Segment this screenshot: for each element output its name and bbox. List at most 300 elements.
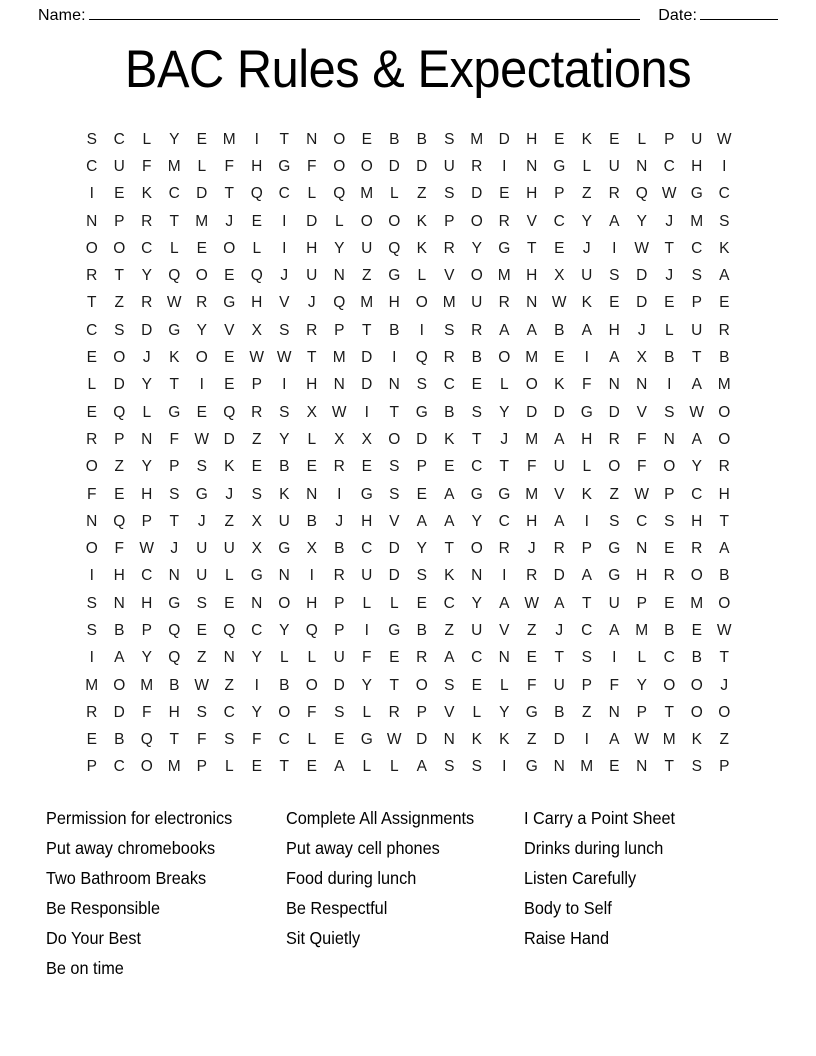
- grid-cell[interactable]: D: [471, 185, 483, 203]
- grid-cell[interactable]: B: [279, 676, 290, 694]
- grid-cell[interactable]: N: [306, 130, 318, 148]
- grid-cell[interactable]: K: [444, 430, 455, 448]
- grid-cell[interactable]: F: [307, 703, 317, 721]
- grid-cell[interactable]: O: [690, 676, 703, 694]
- grid-cell[interactable]: N: [168, 567, 180, 585]
- grid-cell[interactable]: F: [527, 458, 537, 476]
- grid-cell[interactable]: B: [389, 321, 400, 339]
- grid-cell[interactable]: G: [168, 321, 181, 339]
- grid-cell[interactable]: Y: [141, 649, 152, 667]
- grid-cell[interactable]: U: [581, 267, 593, 285]
- grid-cell[interactable]: O: [498, 349, 511, 367]
- grid-cell[interactable]: O: [85, 239, 98, 257]
- grid-cell[interactable]: B: [719, 567, 730, 585]
- grid-cell[interactable]: Z: [224, 512, 234, 530]
- grid-cell[interactable]: R: [443, 349, 455, 367]
- grid-cell[interactable]: D: [416, 430, 428, 448]
- grid-cell[interactable]: G: [690, 185, 703, 203]
- word-list-item[interactable]: Permission for electronics: [46, 807, 233, 828]
- grid-cell[interactable]: R: [691, 540, 703, 558]
- grid-cell[interactable]: I: [254, 676, 259, 694]
- grid-cell[interactable]: Y: [636, 676, 647, 694]
- grid-cell[interactable]: Z: [114, 294, 124, 312]
- grid-cell[interactable]: P: [114, 430, 125, 448]
- grid-cell[interactable]: F: [142, 703, 152, 721]
- grid-cell[interactable]: B: [334, 540, 345, 558]
- grid-cell[interactable]: N: [498, 649, 510, 667]
- grid-cell[interactable]: R: [471, 321, 483, 339]
- grid-cell[interactable]: R: [251, 403, 263, 421]
- grid-cell[interactable]: I: [419, 321, 424, 339]
- grid-cell[interactable]: L: [142, 403, 152, 421]
- grid-cell[interactable]: L: [252, 239, 262, 257]
- grid-cell[interactable]: B: [664, 349, 675, 367]
- grid-cell[interactable]: A: [526, 321, 537, 339]
- grid-cell[interactable]: R: [86, 267, 98, 285]
- grid-cell[interactable]: I: [392, 349, 397, 367]
- grid-cell[interactable]: C: [553, 212, 565, 230]
- grid-cell[interactable]: O: [388, 430, 401, 448]
- grid-cell[interactable]: E: [389, 649, 400, 667]
- grid-cell[interactable]: T: [499, 458, 509, 476]
- grid-cell[interactable]: D: [498, 130, 510, 148]
- grid-cell[interactable]: C: [278, 185, 290, 203]
- grid-cell[interactable]: P: [141, 621, 152, 639]
- grid-cell[interactable]: E: [719, 294, 730, 312]
- grid-cell[interactable]: D: [361, 376, 373, 394]
- grid-cell[interactable]: W: [194, 430, 210, 448]
- grid-cell[interactable]: T: [169, 512, 179, 530]
- grid-cell[interactable]: T: [87, 294, 97, 312]
- grid-cell[interactable]: D: [333, 676, 345, 694]
- grid-cell[interactable]: N: [86, 212, 98, 230]
- grid-cell[interactable]: P: [416, 458, 427, 476]
- grid-cell[interactable]: Z: [527, 731, 537, 749]
- grid-cell[interactable]: P: [114, 212, 125, 230]
- grid-cell[interactable]: O: [388, 212, 401, 230]
- grid-cell[interactable]: I: [612, 649, 617, 667]
- grid-cell[interactable]: V: [224, 321, 235, 339]
- grid-cell[interactable]: C: [471, 458, 483, 476]
- grid-cell[interactable]: T: [114, 267, 124, 285]
- grid-cell[interactable]: Y: [691, 458, 702, 476]
- grid-cell[interactable]: W: [194, 676, 210, 694]
- grid-cell[interactable]: R: [196, 294, 208, 312]
- grid-cell[interactable]: T: [389, 676, 399, 694]
- grid-cell[interactable]: E: [86, 731, 97, 749]
- grid-cell[interactable]: C: [691, 239, 703, 257]
- grid-cell[interactable]: I: [364, 621, 369, 639]
- grid-cell[interactable]: Y: [416, 540, 427, 558]
- grid-cell[interactable]: D: [113, 376, 125, 394]
- grid-cell[interactable]: C: [663, 649, 675, 667]
- grid-cell[interactable]: E: [554, 349, 565, 367]
- grid-cell[interactable]: I: [89, 185, 94, 203]
- grid-cell[interactable]: F: [197, 731, 207, 749]
- grid-cell[interactable]: L: [142, 130, 152, 148]
- grid-cell[interactable]: I: [722, 157, 727, 175]
- grid-cell[interactable]: D: [636, 294, 648, 312]
- grid-cell[interactable]: E: [664, 294, 675, 312]
- grid-cell[interactable]: E: [251, 758, 262, 776]
- grid-cell[interactable]: O: [113, 676, 126, 694]
- grid-cell[interactable]: K: [499, 731, 510, 749]
- grid-cell[interactable]: E: [306, 758, 317, 776]
- grid-cell[interactable]: T: [692, 349, 702, 367]
- grid-cell[interactable]: P: [691, 294, 702, 312]
- grid-cell[interactable]: P: [581, 676, 592, 694]
- grid-cell[interactable]: N: [388, 376, 400, 394]
- word-list-item[interactable]: Two Bathroom Breaks: [46, 867, 207, 888]
- grid-cell[interactable]: O: [195, 267, 208, 285]
- grid-cell[interactable]: E: [334, 731, 345, 749]
- grid-cell[interactable]: H: [361, 512, 373, 530]
- grid-cell[interactable]: Q: [140, 731, 153, 749]
- grid-cell[interactable]: V: [444, 703, 455, 721]
- grid-cell[interactable]: K: [444, 567, 455, 585]
- grid-cell[interactable]: E: [609, 758, 620, 776]
- grid-cell[interactable]: Z: [224, 676, 234, 694]
- grid-cell[interactable]: J: [500, 430, 509, 448]
- grid-cell[interactable]: W: [249, 349, 265, 367]
- grid-cell[interactable]: R: [526, 567, 538, 585]
- grid-cell[interactable]: F: [224, 157, 234, 175]
- grid-cell[interactable]: D: [306, 212, 318, 230]
- grid-cell[interactable]: N: [553, 758, 565, 776]
- grid-cell[interactable]: E: [86, 349, 97, 367]
- grid-cell[interactable]: M: [662, 731, 676, 749]
- grid-cell[interactable]: Y: [141, 267, 152, 285]
- grid-cell[interactable]: H: [251, 294, 263, 312]
- grid-cell[interactable]: G: [360, 485, 373, 503]
- grid-cell[interactable]: B: [114, 731, 125, 749]
- grid-cell[interactable]: C: [223, 703, 235, 721]
- grid-cell[interactable]: B: [554, 321, 565, 339]
- grid-cell[interactable]: L: [279, 649, 289, 667]
- grid-cell[interactable]: N: [443, 731, 455, 749]
- grid-cell[interactable]: N: [306, 485, 318, 503]
- grid-cell[interactable]: I: [309, 567, 314, 585]
- grid-cell[interactable]: E: [499, 185, 510, 203]
- grid-cell[interactable]: Y: [471, 512, 482, 530]
- grid-cell[interactable]: D: [141, 321, 153, 339]
- word-list-item[interactable]: Food during lunch: [286, 867, 417, 888]
- grid-cell[interactable]: G: [195, 485, 208, 503]
- grid-cell[interactable]: H: [141, 485, 153, 503]
- grid-cell[interactable]: E: [526, 649, 537, 667]
- grid-cell[interactable]: L: [307, 430, 317, 448]
- grid-cell[interactable]: T: [582, 594, 592, 612]
- grid-cell[interactable]: B: [664, 621, 675, 639]
- grid-cell[interactable]: R: [718, 321, 730, 339]
- grid-cell[interactable]: U: [608, 157, 620, 175]
- grid-cell[interactable]: X: [334, 430, 345, 448]
- grid-cell[interactable]: K: [169, 349, 180, 367]
- word-list-item[interactable]: Put away cell phones: [286, 837, 440, 858]
- grid-cell[interactable]: O: [718, 403, 731, 421]
- grid-cell[interactable]: T: [169, 212, 179, 230]
- grid-cell[interactable]: E: [554, 239, 565, 257]
- grid-cell[interactable]: K: [581, 294, 592, 312]
- word-list-item[interactable]: Drinks during lunch: [524, 837, 664, 858]
- grid-cell[interactable]: W: [716, 621, 732, 639]
- grid-cell[interactable]: R: [86, 703, 98, 721]
- name-input-line[interactable]: [89, 5, 641, 20]
- grid-cell[interactable]: K: [554, 376, 565, 394]
- grid-cell[interactable]: W: [661, 185, 677, 203]
- grid-cell[interactable]: H: [608, 321, 620, 339]
- grid-cell[interactable]: S: [389, 485, 400, 503]
- grid-cell[interactable]: V: [499, 621, 510, 639]
- grid-cell[interactable]: S: [196, 458, 207, 476]
- grid-cell[interactable]: X: [306, 403, 317, 421]
- grid-cell[interactable]: E: [664, 594, 675, 612]
- grid-cell[interactable]: V: [636, 403, 647, 421]
- grid-cell[interactable]: G: [278, 540, 291, 558]
- grid-cell[interactable]: C: [141, 239, 153, 257]
- grid-cell[interactable]: P: [581, 540, 592, 558]
- grid-cell[interactable]: A: [416, 512, 427, 530]
- grid-cell[interactable]: X: [361, 430, 372, 448]
- grid-cell[interactable]: S: [691, 758, 702, 776]
- grid-cell[interactable]: W: [524, 594, 540, 612]
- grid-cell[interactable]: S: [444, 676, 455, 694]
- grid-cell[interactable]: M: [717, 376, 731, 394]
- grid-cell[interactable]: Y: [141, 376, 152, 394]
- grid-cell[interactable]: O: [305, 676, 318, 694]
- grid-cell[interactable]: F: [169, 430, 179, 448]
- grid-cell[interactable]: L: [307, 185, 317, 203]
- word-list-item[interactable]: Be Respectful: [286, 897, 388, 918]
- grid-cell[interactable]: K: [719, 239, 730, 257]
- grid-cell[interactable]: Y: [499, 703, 510, 721]
- grid-cell[interactable]: S: [334, 703, 345, 721]
- word-list-item[interactable]: I Carry a Point Sheet: [524, 807, 676, 828]
- grid-cell[interactable]: G: [223, 294, 236, 312]
- grid-cell[interactable]: A: [719, 540, 730, 558]
- grid-cell[interactable]: Y: [471, 239, 482, 257]
- grid-cell[interactable]: H: [526, 267, 538, 285]
- grid-cell[interactable]: P: [554, 185, 565, 203]
- grid-cell[interactable]: P: [664, 485, 675, 503]
- grid-cell[interactable]: C: [581, 621, 593, 639]
- grid-cell[interactable]: O: [360, 157, 373, 175]
- grid-cell[interactable]: Z: [114, 458, 124, 476]
- grid-cell[interactable]: K: [471, 731, 482, 749]
- grid-cell[interactable]: O: [195, 349, 208, 367]
- grid-cell[interactable]: G: [278, 157, 291, 175]
- grid-cell[interactable]: X: [251, 321, 262, 339]
- grid-cell[interactable]: A: [554, 512, 565, 530]
- grid-cell[interactable]: G: [498, 239, 511, 257]
- grid-cell[interactable]: V: [279, 294, 290, 312]
- grid-cell[interactable]: E: [196, 621, 207, 639]
- grid-cell[interactable]: I: [584, 349, 589, 367]
- grid-cell[interactable]: L: [362, 703, 372, 721]
- grid-cell[interactable]: K: [416, 212, 427, 230]
- grid-cell[interactable]: C: [691, 485, 703, 503]
- grid-cell[interactable]: I: [282, 376, 287, 394]
- grid-cell[interactable]: G: [580, 403, 593, 421]
- grid-cell[interactable]: N: [333, 376, 345, 394]
- grid-cell[interactable]: R: [663, 567, 675, 585]
- grid-cell[interactable]: S: [86, 594, 97, 612]
- grid-cell[interactable]: M: [332, 349, 346, 367]
- grid-cell[interactable]: P: [636, 703, 647, 721]
- grid-cell[interactable]: M: [635, 621, 649, 639]
- grid-cell[interactable]: T: [169, 376, 179, 394]
- grid-cell[interactable]: A: [581, 321, 592, 339]
- grid-cell[interactable]: G: [415, 403, 428, 421]
- grid-cell[interactable]: Z: [582, 185, 592, 203]
- grid-cell[interactable]: H: [168, 703, 180, 721]
- grid-cell[interactable]: O: [525, 376, 538, 394]
- grid-cell[interactable]: J: [170, 540, 179, 558]
- grid-cell[interactable]: L: [224, 758, 234, 776]
- grid-cell[interactable]: Q: [223, 621, 236, 639]
- grid-cell[interactable]: L: [582, 157, 592, 175]
- grid-cell[interactable]: C: [498, 512, 510, 530]
- grid-cell[interactable]: D: [388, 540, 400, 558]
- grid-cell[interactable]: F: [252, 731, 262, 749]
- grid-cell[interactable]: I: [89, 567, 94, 585]
- grid-cell[interactable]: A: [691, 376, 702, 394]
- grid-cell[interactable]: A: [554, 594, 565, 612]
- grid-cell[interactable]: S: [279, 321, 290, 339]
- grid-cell[interactable]: R: [718, 458, 730, 476]
- grid-cell[interactable]: A: [499, 594, 510, 612]
- grid-cell[interactable]: M: [85, 676, 99, 694]
- grid-cell[interactable]: L: [637, 649, 647, 667]
- word-list-item[interactable]: Put away chromebooks: [46, 837, 216, 858]
- grid-cell[interactable]: Q: [168, 649, 181, 667]
- grid-cell[interactable]: H: [691, 512, 703, 530]
- grid-cell[interactable]: K: [224, 458, 235, 476]
- grid-cell[interactable]: P: [334, 594, 345, 612]
- grid-cell[interactable]: A: [691, 430, 702, 448]
- grid-cell[interactable]: N: [141, 430, 153, 448]
- grid-cell[interactable]: D: [553, 567, 565, 585]
- grid-cell[interactable]: L: [664, 321, 674, 339]
- grid-cell[interactable]: O: [663, 676, 676, 694]
- grid-cell[interactable]: T: [224, 185, 234, 203]
- grid-cell[interactable]: L: [582, 458, 592, 476]
- grid-cell[interactable]: O: [333, 130, 346, 148]
- grid-cell[interactable]: E: [224, 376, 235, 394]
- grid-cell[interactable]: T: [307, 349, 317, 367]
- grid-cell[interactable]: Q: [635, 185, 648, 203]
- grid-cell[interactable]: H: [141, 594, 153, 612]
- grid-cell[interactable]: I: [667, 376, 672, 394]
- grid-cell[interactable]: R: [608, 430, 620, 448]
- grid-cell[interactable]: S: [691, 267, 702, 285]
- grid-cell[interactable]: S: [471, 758, 482, 776]
- grid-cell[interactable]: P: [141, 512, 152, 530]
- grid-cell[interactable]: U: [333, 649, 345, 667]
- grid-cell[interactable]: Q: [333, 294, 346, 312]
- grid-cell[interactable]: F: [527, 676, 537, 694]
- grid-cell[interactable]: N: [636, 376, 648, 394]
- word-list-item[interactable]: Sit Quietly: [286, 927, 361, 948]
- grid-cell[interactable]: D: [388, 157, 400, 175]
- grid-cell[interactable]: H: [306, 239, 318, 257]
- grid-cell[interactable]: L: [87, 376, 97, 394]
- grid-cell[interactable]: R: [141, 294, 153, 312]
- grid-cell[interactable]: H: [526, 512, 538, 530]
- grid-cell[interactable]: C: [361, 540, 373, 558]
- grid-cell[interactable]: O: [718, 703, 731, 721]
- grid-cell[interactable]: X: [251, 540, 262, 558]
- grid-cell[interactable]: W: [634, 485, 650, 503]
- grid-cell[interactable]: C: [113, 758, 125, 776]
- grid-cell[interactable]: T: [719, 649, 729, 667]
- grid-cell[interactable]: P: [444, 212, 455, 230]
- grid-cell[interactable]: L: [307, 649, 317, 667]
- grid-cell[interactable]: D: [113, 703, 125, 721]
- grid-cell[interactable]: I: [502, 567, 507, 585]
- word-list-item[interactable]: Raise Hand: [524, 927, 610, 948]
- grid-cell[interactable]: G: [168, 594, 181, 612]
- grid-cell[interactable]: A: [114, 649, 125, 667]
- grid-cell[interactable]: E: [251, 212, 262, 230]
- grid-cell[interactable]: I: [502, 157, 507, 175]
- grid-cell[interactable]: A: [334, 758, 345, 776]
- grid-cell[interactable]: S: [609, 267, 620, 285]
- grid-cell[interactable]: R: [553, 540, 565, 558]
- grid-cell[interactable]: E: [609, 130, 620, 148]
- grid-cell[interactable]: P: [251, 376, 262, 394]
- grid-cell[interactable]: B: [279, 458, 290, 476]
- grid-cell[interactable]: G: [360, 731, 373, 749]
- grid-cell[interactable]: Q: [168, 621, 181, 639]
- grid-cell[interactable]: A: [609, 621, 620, 639]
- grid-cell[interactable]: S: [581, 649, 592, 667]
- grid-cell[interactable]: J: [142, 349, 151, 367]
- grid-cell[interactable]: S: [86, 130, 97, 148]
- word-list-item[interactable]: Be on time: [46, 957, 124, 978]
- grid-cell[interactable]: R: [388, 703, 400, 721]
- grid-cell[interactable]: P: [169, 458, 180, 476]
- grid-cell[interactable]: M: [167, 157, 181, 175]
- grid-cell[interactable]: D: [526, 403, 538, 421]
- grid-cell[interactable]: K: [581, 130, 592, 148]
- word-list-item[interactable]: Body to Self: [524, 897, 612, 918]
- grid-cell[interactable]: R: [141, 212, 153, 230]
- grid-cell[interactable]: E: [224, 267, 235, 285]
- grid-cell[interactable]: L: [169, 239, 179, 257]
- grid-cell[interactable]: O: [360, 212, 373, 230]
- grid-cell[interactable]: Y: [279, 430, 290, 448]
- grid-cell[interactable]: T: [664, 239, 674, 257]
- grid-cell[interactable]: T: [527, 239, 537, 257]
- grid-cell[interactable]: B: [471, 349, 482, 367]
- grid-cell[interactable]: S: [609, 512, 620, 530]
- grid-cell[interactable]: J: [582, 239, 591, 257]
- grid-cell[interactable]: T: [169, 731, 179, 749]
- grid-cell[interactable]: D: [416, 731, 428, 749]
- grid-cell[interactable]: B: [169, 676, 180, 694]
- grid-cell[interactable]: P: [334, 321, 345, 339]
- grid-cell[interactable]: C: [718, 185, 730, 203]
- grid-cell[interactable]: T: [279, 758, 289, 776]
- grid-cell[interactable]: J: [335, 512, 344, 530]
- grid-cell[interactable]: B: [719, 349, 730, 367]
- grid-cell[interactable]: M: [690, 212, 704, 230]
- grid-cell[interactable]: Z: [582, 703, 592, 721]
- grid-cell[interactable]: F: [114, 540, 124, 558]
- grid-cell[interactable]: M: [470, 130, 484, 148]
- grid-cell[interactable]: V: [389, 512, 400, 530]
